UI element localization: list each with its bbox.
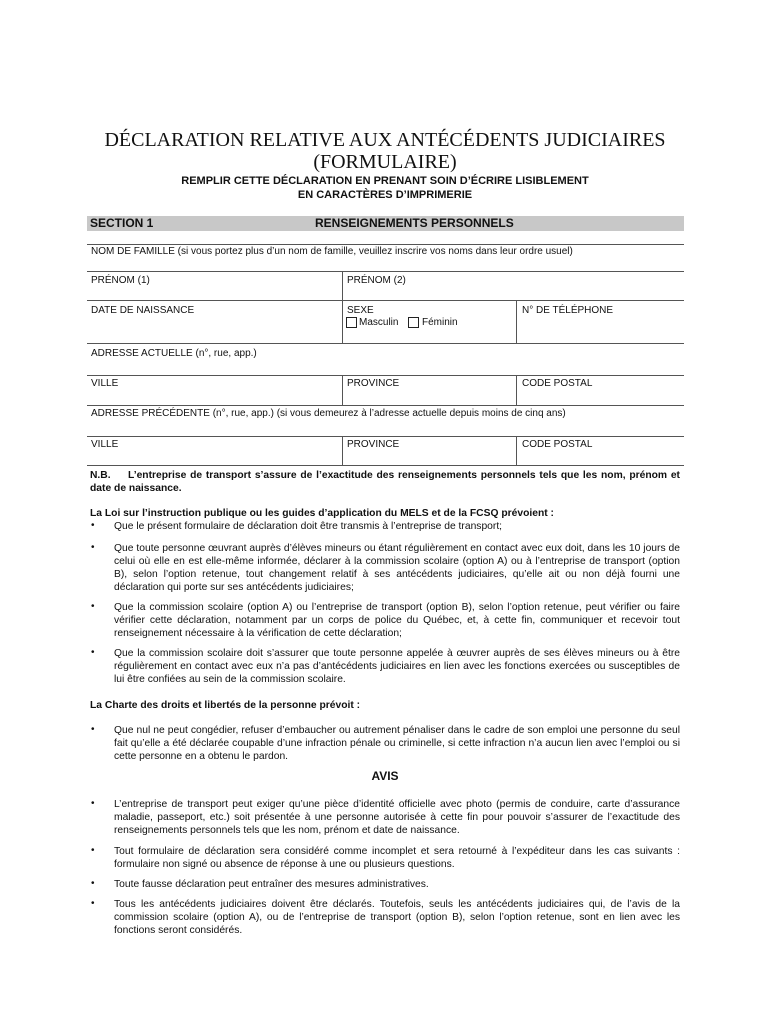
section-number: SECTION 1 [90, 216, 154, 230]
bullet-icon: • [91, 845, 95, 856]
divider [342, 271, 343, 343]
bullet-icon: • [91, 724, 95, 735]
divider [342, 436, 343, 465]
divider [87, 300, 684, 301]
page-title: DÉCLARATION RELATIVE AUX ANTÉCÉDENTS JUDICIAIRES [104, 129, 666, 151]
charte-item: Que nul ne peut congédier, refuser d’embaucher ou autrement pénaliser dans le cadre de son emploi une personne du seul fait qu’elle a été déclarée coupable d’une infraction pénale ou criminelle, si cette infraction n’a aucun lien avec l’emploi ou si cette personne en a obtenu le pardon. [114, 725, 680, 762]
masculin-checkbox[interactable] [346, 317, 357, 328]
bullet-icon: • [91, 601, 95, 612]
avis-item: Tous les antécédents judiciaires doivent être déclarés. Toutefois, seuls les antécédents judiciaires qui, de l’avis de la commission scolaire (option A), ou de l’entreprise de transport (option B), selon l’option retenue, sont en lien avec les fonctions seront considérés. [114, 899, 680, 936]
bullet-icon: • [91, 798, 95, 809]
divider [342, 375, 343, 405]
section-title: RENSEIGNEMENTS PERSONNELS [315, 216, 514, 230]
nb-note [90, 469, 680, 495]
ville-field[interactable]: VILLE [91, 378, 119, 389]
sexe-label: SEXE [347, 305, 374, 316]
nb-label: N.B. [90, 470, 111, 481]
prenom-1-field[interactable]: PRÉNOM (1) [91, 275, 150, 286]
nom-de-famille-field[interactable]: NOM DE FAMILLE (si vous portez plus d’un nom de famille, veuillez inscrire vos noms dans leur ordre usuel) [91, 246, 573, 257]
loi-item: Que toute personne œuvrant auprès d’élèves mineurs ou étant régulièrement en contact avec eux doit, dans les 10 jours de celui où elle en est elle-même informée, déclarer à la commission scolaire (option A) ou à l’entreprise de transport (option B), selon l’option retenue, tout changement relatif à ses antécédents judiciaires, qu’elle ait ou non déjà fourni une déclaration qui porte sur ses antécédents judiciaires; [114, 543, 680, 593]
nb-text: L’entreprise de transport s’assure de l’exactitude des renseignements personnels tels que les nom, prénom et date de naissance. [90, 470, 680, 494]
ville-precedente-field[interactable]: VILLE [91, 439, 119, 450]
bullet-icon: • [91, 878, 95, 889]
divider [87, 436, 684, 437]
section-1-header [87, 216, 684, 231]
masculin-label: Masculin [359, 317, 399, 328]
divider [516, 375, 517, 405]
date-naissance-field[interactable]: DATE DE NAISSANCE [91, 305, 195, 316]
bullet-icon: • [91, 898, 95, 909]
avis-item: Tout formulaire de déclaration sera considéré comme incomplet et sera retourné à l’expéditeur dans les cas suivants : formulaire non signé ou absence de réponse à une ou plusieurs questions. [114, 846, 680, 870]
adresse-precedente-field[interactable]: ADRESSE PRÉCÉDENTE (n°, rue, app.) (si vous demeurez à l’adresse actuelle depuis moins de cinq ans) [91, 408, 566, 419]
divider [87, 465, 684, 466]
divider [87, 271, 684, 272]
instruction-line1: REMPLIR CETTE DÉCLARATION EN PRENANT SOIN D’ÉCRIRE LISIBLEMENT [181, 175, 589, 187]
loi-item: Que le présent formulaire de déclaration doit être transmis à l’entreprise de transport; [114, 521, 503, 532]
telephone-field[interactable]: N° DE TÉLÉPHONE [522, 305, 614, 316]
avis-item: L’entreprise de transport peut exiger qu’une pièce d’identité officielle avec photo (permis de conduire, carte d’assurance maladie, passeport, etc.) soit présentée à une personne autorisée à cette fin pour pouvoir s’assurer de l’exactitude des renseignements personnels tels que les nom, prénom et date de naissance. [114, 799, 680, 836]
divider [87, 375, 684, 376]
divider [516, 300, 517, 343]
divider [516, 436, 517, 465]
bullet-icon: • [91, 647, 95, 658]
province-precedente-field[interactable]: PROVINCE [347, 439, 400, 450]
charte-heading: La Charte des droits et libertés de la personne prévoit : [90, 700, 361, 711]
province-field[interactable]: PROVINCE [347, 378, 400, 389]
divider [87, 343, 684, 344]
loi-item: Que la commission scolaire (option A) ou l’entreprise de transport (option B), selon l’option retenue, peut vérifier ou faire vérifier cette déclaration, notamment par un corps de police du Québec, et, à cette fin, communiquer et recevoir tout renseignement nécessaire à la vérification de cette déclaration; [114, 602, 680, 639]
page-title-formulaire: (FORMULAIRE) [313, 151, 457, 173]
bullet-icon: • [91, 542, 95, 553]
code-postal-field[interactable]: CODE POSTAL [522, 378, 593, 389]
divider [87, 244, 684, 245]
loi-item: Que la commission scolaire doit s’assurer que toute personne appelée à œuvrer auprès de ses élèves mineurs ou à être régulièrement en contact avec eux n’a pas d’antécédents judiciaires en lien avec les fonctions exercées ou susceptibles de lui être confiées au sein de la commission scolaire. [114, 648, 680, 685]
loi-heading: La Loi sur l’instruction publique ou les guides d’application du MELS et de la FCSQ prévoient : [90, 508, 554, 519]
avis-heading: AVIS [371, 769, 399, 783]
instruction-line2: EN CARACTÈRES D’IMPRIMERIE [297, 189, 473, 201]
avis-item: Toute fausse déclaration peut entraîner des mesures administratives. [114, 879, 429, 890]
bullet-icon: • [91, 520, 95, 531]
prenom-2-field[interactable]: PRÉNOM (2) [347, 275, 406, 286]
adresse-actuelle-field[interactable]: ADRESSE ACTUELLE (n°, rue, app.) [91, 348, 257, 359]
feminin-label: Féminin [422, 317, 458, 328]
code-postal-precedent-field[interactable]: CODE POSTAL [522, 439, 593, 450]
divider [87, 405, 684, 406]
feminin-checkbox[interactable] [408, 317, 419, 328]
